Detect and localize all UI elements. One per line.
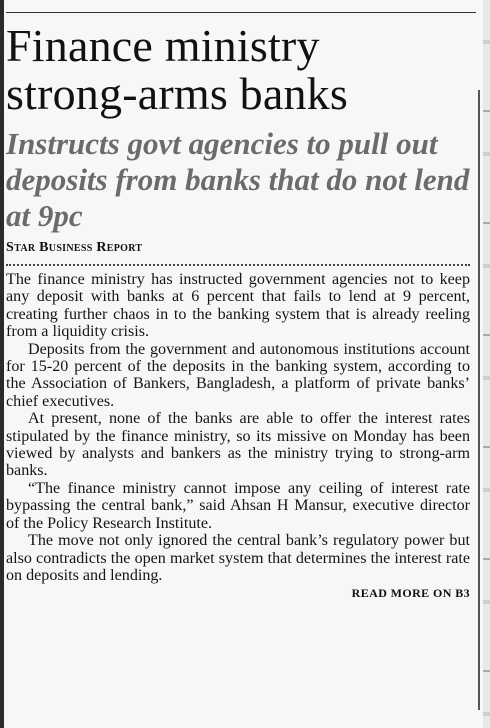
headline-line-1: Finance ministry: [6, 20, 320, 71]
headline-line-2: strong-arms banks: [6, 68, 348, 119]
column-rule: [478, 90, 480, 710]
article-body: [6, 271, 470, 584]
paragraph-1: The finance ministry has instructed government agencies not to keep any deposit with banks at 6 percent that fails to lend at 9 percent, creating further chaos in to the banking system that is already reeling from a liquidity crisis.: [6, 271, 470, 341]
paragraph-4: “The finance ministry cannot impose any ceiling of interest rate bypassing the central bank,” said Ahsan H Mansur, executive director of the Policy Research Institute.: [6, 479, 470, 532]
paragraph-5: The move not only ignored the central bank’s regulatory power but also contradicts the open market system that determines the interest rate on deposits and lending.: [6, 532, 470, 584]
paragraph-3: At present, none of the banks are able to offer the interest rates stipulated by the finance ministry, so its missive on Monday has been viewed by analysts and bankers as the ministry trying to strong-arm banks.: [6, 410, 470, 480]
page-left-edge: [0, 0, 4, 728]
dotted-divider: [6, 264, 470, 266]
headline: [6, 22, 470, 118]
article: [6, 22, 470, 601]
top-rule: [6, 12, 476, 13]
byline: Star Business Report: [6, 240, 143, 255]
paragraph-2: Deposits from the government and autonomous institutions account for 15-20 percent of the deposits in the banking system, according to the Association of Bankers, Bangladesh, a platform of private banks’ chief executives.: [6, 340, 470, 410]
subheadline: Instructs govt agencies to pull out deposits from banks that do not lend at 9pc: [6, 126, 470, 233]
adjacent-column-strip: [483, 0, 490, 728]
read-more-link[interactable]: READ MORE ON B3: [351, 586, 470, 601]
